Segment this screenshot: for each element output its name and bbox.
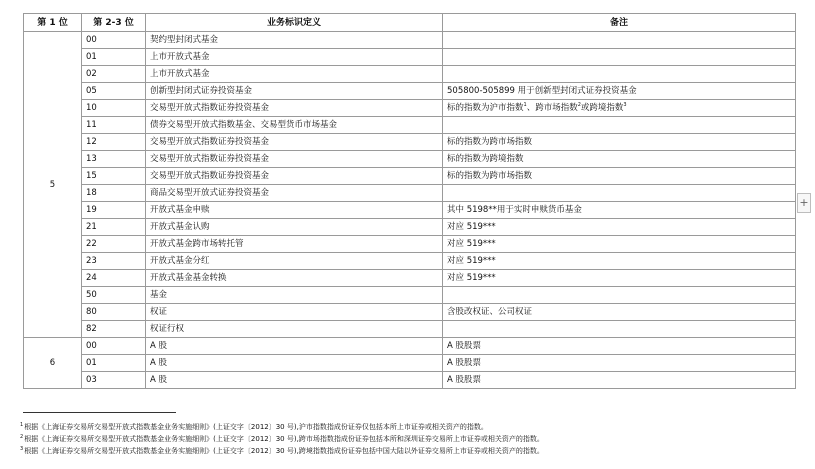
remark-cell bbox=[443, 219, 796, 236]
footnote bbox=[20, 421, 810, 433]
footnotes bbox=[20, 421, 810, 457]
table-row bbox=[24, 100, 796, 117]
table-row bbox=[24, 372, 796, 389]
code-cell: 01 bbox=[82, 355, 146, 372]
code-cell: 80 bbox=[82, 304, 146, 321]
footnote-ref: 3 bbox=[623, 102, 627, 109]
footnote-text: 根据《上海证券交易所交易型开放式指数基金业务实施细则》(上证交字〔2012〕30 号),沪市指数指成份证券仅包括本所上市证券或相关资产的指数。 bbox=[24, 423, 488, 431]
header-digits-2-3: 第 2-3 位 bbox=[82, 14, 146, 32]
code-cell: 01 bbox=[82, 49, 146, 66]
remark-text: 对应 519*** bbox=[447, 239, 496, 249]
remark-text: 标的指数为沪市指数 bbox=[447, 103, 524, 113]
definition-cell: 上市开放式基金 bbox=[146, 66, 443, 83]
remark-text: 含股改权证、公司权证 bbox=[447, 307, 533, 317]
remark-text: 标的指数为跨境指数 bbox=[447, 154, 524, 164]
table-row bbox=[24, 253, 796, 270]
footnote bbox=[20, 433, 810, 445]
footnote-separator bbox=[23, 412, 176, 413]
table-row bbox=[24, 83, 796, 100]
table-row bbox=[24, 32, 796, 49]
code-cell: 82 bbox=[82, 321, 146, 338]
remark-text: 505800-505899 用于创新型封闭式证券投资基金 bbox=[447, 86, 637, 96]
group-6-rows bbox=[24, 338, 796, 389]
table-row bbox=[24, 321, 796, 338]
remark-text: A 股股票 bbox=[447, 375, 482, 385]
code-cell: 23 bbox=[82, 253, 146, 270]
remark-cell bbox=[443, 32, 796, 49]
first-digit-cell: 6 bbox=[24, 338, 82, 389]
table-row bbox=[24, 117, 796, 134]
table-row bbox=[24, 168, 796, 185]
table-row bbox=[24, 338, 796, 355]
code-cell: 19 bbox=[82, 202, 146, 219]
code-cell: 11 bbox=[82, 117, 146, 134]
definition-cell: 契约型封闭式基金 bbox=[146, 32, 443, 49]
code-cell: 10 bbox=[82, 100, 146, 117]
footnote-ref: 1 bbox=[523, 102, 527, 109]
footnote-number: 1 bbox=[20, 421, 24, 428]
definition-cell: 权证 bbox=[146, 304, 443, 321]
code-definition-table bbox=[23, 13, 796, 389]
code-cell: 03 bbox=[82, 372, 146, 389]
remark-text: 对应 519*** bbox=[447, 222, 496, 232]
remark-cell bbox=[443, 287, 796, 304]
table-row bbox=[24, 151, 796, 168]
header-business-definition: 业务标识定义 bbox=[146, 14, 443, 32]
add-column-marker[interactable]: + bbox=[797, 193, 811, 213]
code-cell: 12 bbox=[82, 134, 146, 151]
definition-cell: 开放式基金认购 bbox=[146, 219, 443, 236]
remark-text: 其中 5198**用于实时申赎货币基金 bbox=[447, 205, 582, 215]
footnote-number: 3 bbox=[20, 445, 24, 452]
remark-text: 标的指数为跨市场指数 bbox=[447, 137, 533, 147]
definition-cell: 交易型开放式指数证券投资基金 bbox=[146, 168, 443, 185]
table-row bbox=[24, 185, 796, 202]
table-header-row bbox=[24, 14, 796, 32]
definition-cell: 开放式基金分红 bbox=[146, 253, 443, 270]
code-cell: 05 bbox=[82, 83, 146, 100]
table-row bbox=[24, 66, 796, 83]
remark-cell bbox=[443, 134, 796, 151]
code-cell: 50 bbox=[82, 287, 146, 304]
definition-cell: 债券交易型开放式指数基金、交易型货币市场基金 bbox=[146, 117, 443, 134]
remark-cell bbox=[443, 253, 796, 270]
remark-cell bbox=[443, 372, 796, 389]
definition-cell: A 股 bbox=[146, 338, 443, 355]
code-cell: 24 bbox=[82, 270, 146, 287]
code-cell: 13 bbox=[82, 151, 146, 168]
remark-cell bbox=[443, 66, 796, 83]
remark-cell bbox=[443, 100, 796, 117]
code-cell: 00 bbox=[82, 32, 146, 49]
definition-cell: A 股 bbox=[146, 355, 443, 372]
definition-cell: 权证行权 bbox=[146, 321, 443, 338]
remark-text: 或跨境指数 bbox=[580, 103, 624, 113]
remark-cell bbox=[443, 168, 796, 185]
footnote-text: 根据《上海证券交易所交易型开放式指数基金业务实施细则》(上证交字〔2012〕30 号),跨市场指数指成份证券包括本所和深圳证券交易所上市证券或相关资产的指数。 bbox=[24, 435, 544, 443]
table-row bbox=[24, 219, 796, 236]
remark-cell bbox=[443, 83, 796, 100]
definition-cell: 商品交易型开放式证券投资基金 bbox=[146, 185, 443, 202]
table-row bbox=[24, 134, 796, 151]
table-row bbox=[24, 236, 796, 253]
table-row bbox=[24, 355, 796, 372]
remark-cell bbox=[443, 151, 796, 168]
definition-cell: A 股 bbox=[146, 372, 443, 389]
definition-cell: 开放式基金跨市场转托管 bbox=[146, 236, 443, 253]
definition-cell: 交易型开放式指数证券投资基金 bbox=[146, 151, 443, 168]
code-cell: 18 bbox=[82, 185, 146, 202]
code-cell: 00 bbox=[82, 338, 146, 355]
remark-cell bbox=[443, 236, 796, 253]
code-cell: 02 bbox=[82, 66, 146, 83]
remark-cell bbox=[443, 338, 796, 355]
code-cell: 15 bbox=[82, 168, 146, 185]
code-cell: 22 bbox=[82, 236, 146, 253]
footnote-text: 根据《上海证券交易所交易型开放式指数基金业务实施细则》(上证交字〔2012〕30 号),跨境指数指成份证券包括中国大陆以外证券交易所上市证券或相关资产的指数。 bbox=[24, 447, 544, 455]
definition-cell: 开放式基金基金转换 bbox=[146, 270, 443, 287]
header-remark: 备注 bbox=[443, 14, 796, 32]
first-digit-cell: 5 bbox=[24, 32, 82, 338]
definition-cell: 上市开放式基金 bbox=[146, 49, 443, 66]
table-row bbox=[24, 270, 796, 287]
footnote bbox=[20, 445, 810, 457]
definition-cell: 交易型开放式指数证券投资基金 bbox=[146, 134, 443, 151]
definition-cell: 基金 bbox=[146, 287, 443, 304]
footnote-number: 2 bbox=[20, 433, 24, 440]
remark-text: 、跨市场指数 bbox=[526, 103, 578, 113]
code-cell: 21 bbox=[82, 219, 146, 236]
definition-cell: 开放式基金申赎 bbox=[146, 202, 443, 219]
footnote-ref: 2 bbox=[577, 102, 581, 109]
remark-cell bbox=[443, 355, 796, 372]
remark-cell bbox=[443, 185, 796, 202]
remark-text: 标的指数为跨市场指数 bbox=[447, 171, 533, 181]
remark-cell bbox=[443, 321, 796, 338]
remark-text: A 股股票 bbox=[447, 341, 482, 351]
header-first-digit: 第 1 位 bbox=[24, 14, 82, 32]
remark-cell bbox=[443, 202, 796, 219]
definition-cell: 交易型开放式指数证券投资基金 bbox=[146, 100, 443, 117]
table-row bbox=[24, 287, 796, 304]
table-row bbox=[24, 49, 796, 66]
group-5-rows bbox=[24, 32, 796, 338]
remark-text: 对应 519*** bbox=[447, 273, 496, 283]
remark-cell bbox=[443, 117, 796, 134]
remark-text: 对应 519*** bbox=[447, 256, 496, 266]
remark-cell bbox=[443, 270, 796, 287]
table-row bbox=[24, 202, 796, 219]
remark-text: A 股股票 bbox=[447, 358, 482, 368]
remark-cell bbox=[443, 49, 796, 66]
table-row bbox=[24, 304, 796, 321]
definition-cell: 创新型封闭式证券投资基金 bbox=[146, 83, 443, 100]
remark-cell bbox=[443, 304, 796, 321]
